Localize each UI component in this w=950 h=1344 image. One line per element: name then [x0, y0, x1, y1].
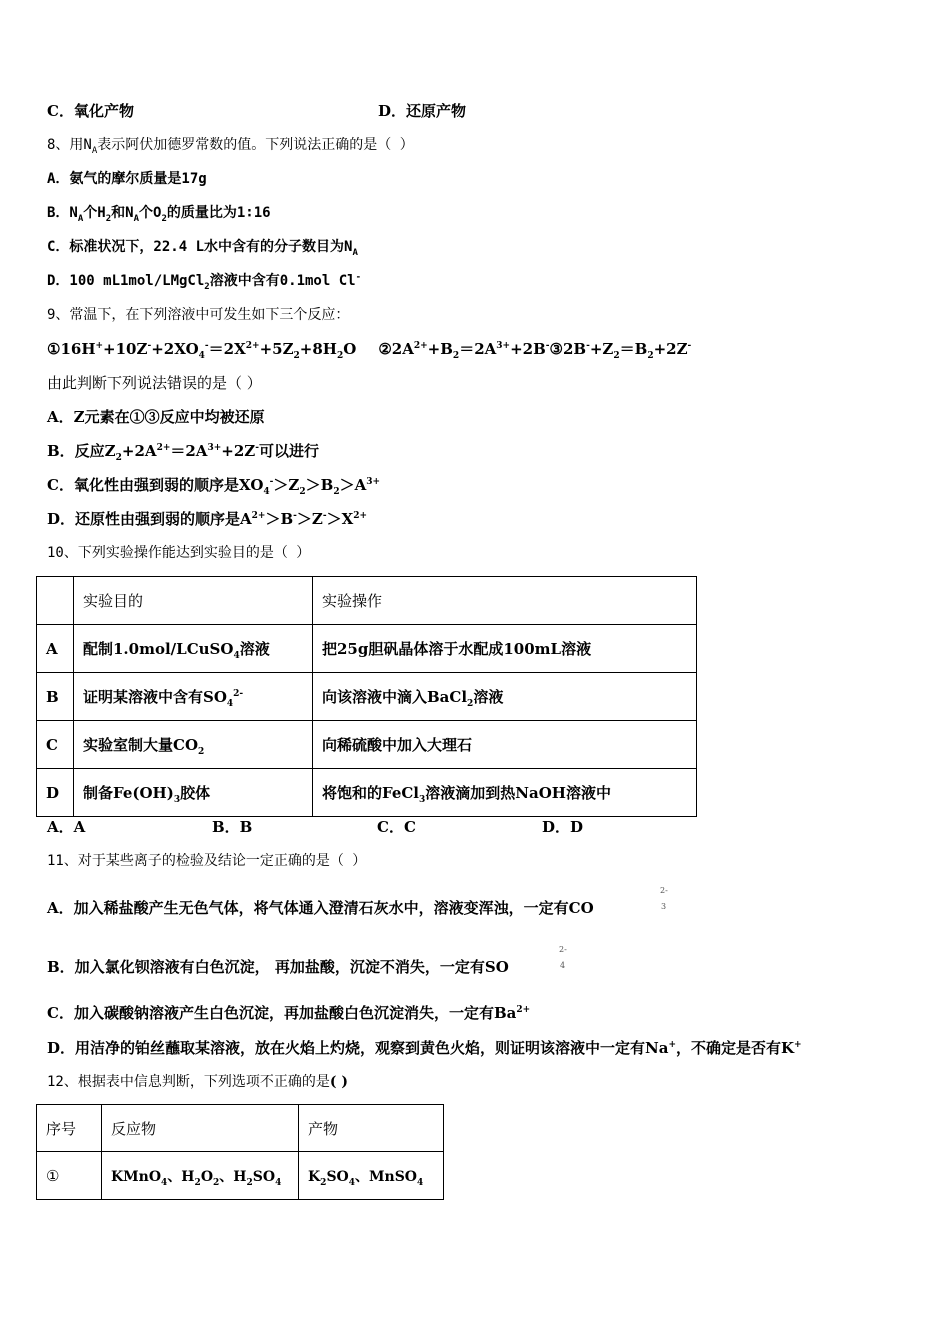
rx-part: ①16H [47, 340, 96, 358]
q9-stem: 9、常温下，在下列溶液中可发生如下三个反应： [47, 307, 350, 323]
cell-part: SO [326, 1168, 349, 1185]
row-operation [313, 721, 697, 769]
q9b-sub: 2 [115, 453, 122, 463]
cell-sub: 3 [419, 795, 426, 805]
cell-sup: 2- [233, 689, 244, 699]
row-reactant [102, 1152, 299, 1200]
rx-part: +2B [510, 340, 546, 358]
rx-part: +8H [299, 340, 337, 358]
q8b-part: 的质量比为1∶16 [166, 205, 271, 221]
q8b-sub: 2 [161, 213, 167, 224]
rx-part: +10Z [103, 340, 148, 358]
rx-part: ＝B [619, 340, 648, 358]
cell-sub: 2 [467, 699, 474, 709]
q7-option-c: C．氧化产物 [47, 102, 134, 120]
q9d-sup: - [293, 511, 297, 521]
q8-option-b [47, 203, 271, 223]
q11d-part: ，不确定是否有K [676, 1039, 795, 1057]
q12-header-reactant: 反应物 [102, 1105, 299, 1152]
q11-stem: 11、对于某些离子的检验及结论一定正确的是（ ） [47, 853, 367, 869]
q8b-sub: 2 [105, 213, 112, 224]
q9b-sup: - [255, 443, 259, 453]
cell-part: 胶体 [180, 784, 211, 802]
q9b-part: +2Z [221, 442, 256, 460]
cell-sub: 4 [417, 1177, 424, 1188]
q10-header-blank [37, 577, 74, 625]
q8b-part: 和N [111, 205, 134, 221]
cell-part: 配制1.0mol/LCuSO [83, 640, 234, 658]
q9-option-a: A．Z元素在①③反应中均被还原 [47, 408, 265, 426]
cell-part: 证明某溶液中含有SO [83, 688, 227, 706]
row-operation [313, 673, 697, 721]
q12-stem-paren: ( ) [329, 1074, 348, 1090]
row-label: D [37, 769, 74, 817]
q9d-sup: 2+ [251, 511, 266, 521]
rx-part: ＝2X [208, 340, 246, 358]
rx-sup: 2+ [245, 341, 260, 351]
cell-part: 、H [219, 1168, 247, 1185]
cell-part: K [308, 1168, 321, 1185]
cell-sub: 2 [320, 1177, 327, 1188]
q11c-sup: 2+ [516, 1005, 531, 1015]
table-row [37, 721, 697, 769]
cell-part: 向稀硫酸中加入大理石 [322, 736, 473, 754]
q11a-charge: 2- [660, 886, 668, 895]
row-label: A [37, 625, 74, 673]
cell-part: 实验室制大量CO [83, 736, 199, 754]
q9c-sub: 2 [299, 487, 306, 497]
q9b-part: B．反应Z [47, 442, 116, 460]
q10-option-d: D．D [542, 818, 584, 836]
cell-part: KMnO [111, 1168, 162, 1185]
q10-option-b: B．B [212, 818, 253, 836]
q11-option-b: B．加入氯化钡溶液有白色沉淀， 再加盐酸，沉淀不消失，一定有SO [47, 958, 509, 976]
cell-part: 制备Fe(OH) [83, 784, 174, 802]
cell-part: 溶液 [239, 640, 270, 658]
q10-table [36, 576, 697, 817]
row-label: B [37, 673, 74, 721]
rx-part: ②2A [378, 340, 414, 358]
q12-header-row [37, 1105, 444, 1152]
rx-sup: - [586, 341, 590, 351]
q9c-part: ＞A [339, 476, 367, 494]
rx-sup: 3+ [496, 341, 511, 351]
q8b-sub: A [77, 213, 84, 224]
row-label: C [37, 721, 74, 769]
q8d-sup: - [355, 272, 361, 283]
rx-sup: - [204, 341, 209, 351]
cell-sub: 2 [194, 1177, 201, 1188]
cell-part: SO [252, 1168, 276, 1185]
rx-sup: - [545, 341, 550, 351]
q10-option-c: C．C [377, 818, 416, 836]
q9d-part: ＞B [265, 510, 294, 528]
cell-part: 把25g胆矾晶体溶于水配成100mL溶液 [322, 640, 592, 658]
q8d-sub: 2 [204, 281, 210, 292]
table-row [37, 625, 697, 673]
cell-sub: 4 [226, 699, 234, 709]
cell-part: 溶液 [473, 688, 504, 706]
q9d-part: ＞X [326, 510, 354, 528]
cell-sub: 4 [348, 1177, 356, 1188]
q11b-subscript: 4 [560, 961, 566, 970]
cell-part: 、MnSO [355, 1168, 417, 1185]
q9b-sup: 3+ [207, 443, 222, 453]
q9c-sub: 4 [263, 487, 270, 497]
q8b-part: 个O [139, 205, 162, 221]
q12-table [36, 1104, 444, 1200]
q10-option-a: A．A [47, 818, 86, 836]
row-product [299, 1152, 444, 1200]
rx-sub: 2 [613, 351, 620, 361]
q8-option-d [47, 271, 361, 291]
cell-sub: 2 [246, 1177, 253, 1188]
q8-stem-sub: A [91, 145, 98, 156]
rx-part: +5Z [259, 340, 294, 358]
q9b-part: +2A [121, 442, 157, 460]
cell-part: 、H [167, 1168, 195, 1185]
q12-stem [47, 1072, 348, 1092]
q10-header-purpose: 实验目的 [74, 577, 313, 625]
q9b-part: 可以进行 [258, 442, 319, 460]
q9d-sup: - [322, 511, 327, 521]
q8d-part: D．100 mL1mol/LMgCl [47, 273, 205, 289]
cell-sub: 2 [198, 747, 205, 757]
q11d-part: D．用洁净的铂丝蘸取某溶液，放在火焰上灼烧，观察到黄色火焰，则证明该溶液中一定有Na [47, 1039, 669, 1057]
rx-part: O [343, 340, 357, 358]
rx-part: ＝2A [459, 340, 497, 358]
q12-header-no: 序号 [37, 1105, 102, 1152]
q11-option-c [47, 1003, 530, 1023]
q10-header-operation: 实验操作 [313, 577, 697, 625]
q8-option-c [47, 237, 358, 257]
cell-sub: 4 [161, 1177, 168, 1188]
q12-stem-text: 12、根据表中信息判断，下列选项不正确的是 [47, 1074, 330, 1090]
rx-sub: 2 [336, 351, 344, 361]
q8-stem-part: 表示阿伏加德罗常数的值。下列说法正确的是（ ） [97, 137, 414, 153]
q11c-part: C．加入碳酸钠溶液产生白色沉淀，再加盐酸白色沉淀消失，一定有Ba [47, 1004, 517, 1022]
q12-header-product: 产物 [299, 1105, 444, 1152]
q9c-part: ＞B [305, 476, 334, 494]
q9c-part: C．氧化性由强到弱的顺序是XO [47, 476, 264, 494]
q8b-sub: A [133, 213, 139, 224]
cell-sub: 3 [173, 795, 181, 805]
rx-sup: - [687, 341, 692, 351]
q9c-sup: 3+ [366, 477, 381, 487]
q11-option-d [47, 1038, 802, 1058]
cell-sub: 4 [275, 1177, 282, 1188]
rx-sup: + [95, 341, 104, 351]
row-operation [313, 625, 697, 673]
q10-header-row [37, 577, 697, 625]
q9c-part: ＞Z [273, 476, 300, 494]
row-operation [313, 769, 697, 817]
q8c-sub: A [352, 247, 358, 258]
table-row [37, 769, 697, 817]
rx-part: ③2B [549, 340, 587, 358]
row-purpose [74, 673, 313, 721]
cell-part: O [200, 1168, 214, 1185]
rx-sub: 4 [198, 351, 205, 361]
rx-sub: 2 [647, 351, 654, 361]
row-no: ① [37, 1152, 102, 1200]
q9b-sup: 2+ [156, 443, 171, 453]
q9b-part: ＝2A [170, 442, 208, 460]
q9d-part: ＞Z [296, 510, 323, 528]
q8-stem-part: 8、用N [47, 137, 92, 153]
q9-ask: 由此判断下列说法错误的是（ ） [47, 374, 262, 392]
q9d-part: D．还原性由强到弱的顺序是A [47, 510, 252, 528]
table-row [37, 673, 697, 721]
q9-option-b [47, 441, 319, 461]
q11a-subscript: 3 [661, 902, 667, 911]
q9c-sub: 2 [333, 487, 340, 497]
rx-sub: 2 [293, 351, 300, 361]
cell-part: 将饱和的FeCl [322, 784, 420, 802]
q9-option-c [47, 475, 380, 495]
q8b-part: 个H [83, 205, 106, 221]
rx-sup: 2+ [413, 341, 428, 351]
rx-sup: - [147, 341, 152, 351]
q11d-sup: + [794, 1040, 802, 1050]
row-purpose [74, 769, 313, 817]
q8c-part: C．标准状况下，22.4 L水中含有的分子数目为N [47, 239, 353, 255]
q11b-charge: 2- [559, 945, 567, 954]
table-row [37, 1152, 444, 1200]
q7-option-d: D．还原产物 [378, 102, 467, 120]
rx-part: +Z [589, 340, 614, 358]
row-purpose [74, 721, 313, 769]
q8-option-a: A．氨气的摩尔质量是17g [47, 171, 207, 187]
cell-part: 溶液滴加到热NaOH溶液中 [425, 784, 611, 802]
cell-sub: 4 [233, 651, 240, 661]
q11d-sup: + [668, 1040, 676, 1050]
q10-stem: 10、下列实验操作能达到实验目的是（ ） [47, 545, 311, 561]
cell-sub: 2 [213, 1177, 220, 1188]
row-purpose [74, 625, 313, 673]
q9-reactions [47, 339, 691, 359]
q11-option-a: A．加入稀盐酸产生无色气体，将气体通入澄清石灰水中，溶液变浑浊，一定有CO [47, 899, 594, 917]
q9c-sup: - [269, 477, 274, 487]
cell-part: 向该溶液中滴入BaCl [322, 688, 468, 706]
rx-part: +2Z [653, 340, 688, 358]
q8-stem [47, 135, 414, 155]
q8d-part: 溶液中含有0.1mol Cl [209, 273, 356, 289]
q9d-sup: 2+ [353, 511, 368, 521]
rx-sub: 2 [452, 351, 460, 361]
rx-part: +2XO [151, 340, 199, 358]
rx-part: +B [427, 340, 453, 358]
q8b-part: B．N [47, 205, 78, 221]
q9-option-d [47, 509, 367, 529]
